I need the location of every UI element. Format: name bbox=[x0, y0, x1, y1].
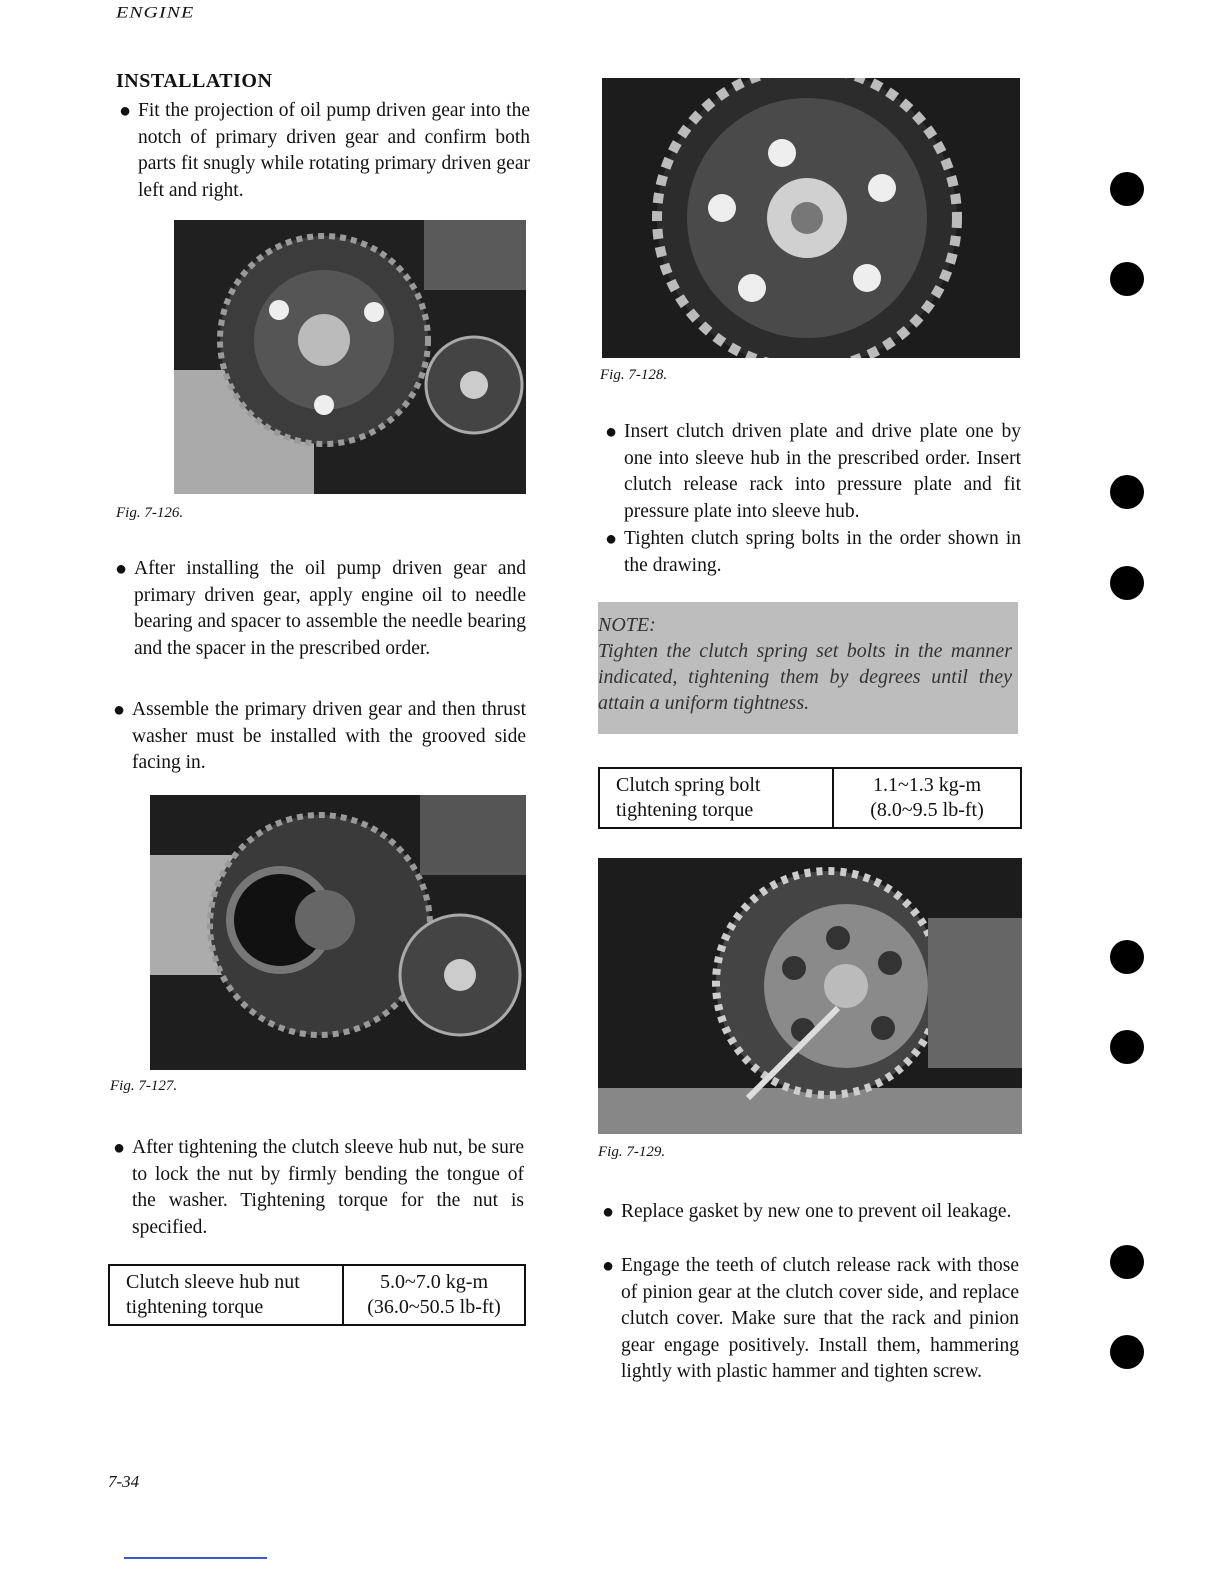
bullet-dot-icon: ● bbox=[605, 421, 618, 443]
spec-table-spring-bolt bbox=[598, 767, 1022, 829]
bullet-text: Insert clutch driven plate and drive plate one by one into sleeve hub in the prescribed order. Insert clutch release rack into pressure plate and fit pressure plate into sleeve hub. bbox=[624, 421, 1021, 522]
spec-table-sleeve-hub bbox=[108, 1264, 526, 1326]
binder-hole-marker-icon bbox=[1110, 262, 1144, 296]
page-number: 7-34 bbox=[108, 1472, 140, 1491]
clutch-hub-photo-icon bbox=[602, 78, 1020, 358]
bullet-text: Replace gasket by new one to prevent oil leakage. bbox=[621, 1201, 1012, 1222]
clutch-pressure-plate-photo-icon bbox=[598, 858, 1022, 1134]
bullet-dot-icon: ● bbox=[115, 558, 128, 580]
bullet-item bbox=[113, 697, 526, 777]
note-title: NOTE: bbox=[598, 614, 656, 636]
note-box bbox=[598, 602, 1018, 734]
note-text: Tighten the clutch spring set bolts in the manner indicated, tightening them by degrees until they attain a uniform tightness. bbox=[598, 640, 1012, 714]
bullet-text: Tighten clutch spring bolts in the order shown in the drawing. bbox=[624, 528, 1021, 576]
binder-hole-marker-icon bbox=[1110, 475, 1144, 509]
binder-hole-marker-icon bbox=[1110, 1335, 1144, 1369]
bullet-item bbox=[605, 526, 1021, 579]
bullet-item bbox=[605, 419, 1021, 525]
bullet-item bbox=[113, 1135, 524, 1241]
bullet-text: Fit the projection of oil pump driven gear into the notch of primary driven gear and confirm both parts fit snugly while rotating primary driven gear left and right. bbox=[138, 100, 530, 201]
binder-hole-marker-icon bbox=[1110, 172, 1144, 206]
spec-value-cell: 1.1~1.3 kg-m (8.0~9.5 lb-ft) bbox=[833, 768, 1021, 828]
bullet-item bbox=[602, 1253, 1019, 1386]
binder-hole-marker-icon bbox=[1110, 940, 1144, 974]
figure-caption-127: Fig. 7-127. bbox=[110, 1078, 178, 1094]
bullet-dot-icon: ● bbox=[602, 1201, 615, 1223]
running-header: ENGINE bbox=[116, 4, 195, 22]
binder-hole-marker-icon bbox=[1110, 1245, 1144, 1279]
binder-hole-marker-icon bbox=[1110, 1030, 1144, 1064]
bullet-dot-icon: ● bbox=[605, 528, 618, 550]
bullet-dot-icon: ● bbox=[119, 100, 132, 122]
bullet-item bbox=[115, 556, 526, 662]
bullet-text: After tightening the clutch sleeve hub nut, be sure to lock the nut by firmly bending the tongue of the washer. Tightening torque for the nut is specified. bbox=[132, 1137, 524, 1238]
spec-value-cell: 5.0~7.0 kg-m (36.0~50.5 lb-ft) bbox=[343, 1265, 525, 1325]
figure-photo-126 bbox=[174, 220, 526, 494]
spec-label-cell: Clutch sleeve hub nut tightening torque bbox=[109, 1265, 343, 1325]
binder-hole-marker-icon bbox=[1110, 566, 1144, 600]
bullet-dot-icon: ● bbox=[602, 1255, 615, 1277]
figure-caption-126: Fig. 7-126. bbox=[116, 505, 184, 521]
figure-photo-129 bbox=[598, 858, 1022, 1134]
bullet-dot-icon: ● bbox=[113, 699, 126, 721]
bullet-text: After installing the oil pump driven gear and primary driven gear, apply engine oil to needle bearing and spacer to assemble the needle bearing and the spacer in the prescribed order. bbox=[134, 558, 526, 659]
bullet-text: Engage the teeth of clutch release rack with those of pinion gear at the clutch cover side, and replace clutch cover. Make sure that the rack and pinion gear engage positively. Install them, hammering lightly with plastic hammer and tighten screw. bbox=[621, 1255, 1019, 1382]
clutch-gear-photo-icon bbox=[174, 220, 526, 494]
footer-rule bbox=[124, 1557, 267, 1559]
figure-photo-128 bbox=[602, 78, 1020, 358]
spec-label-cell: Clutch spring bolt tightening torque bbox=[599, 768, 833, 828]
bullet-dot-icon: ● bbox=[113, 1137, 126, 1159]
section-heading: INSTALLATION bbox=[116, 70, 273, 92]
clutch-washer-photo-icon bbox=[150, 795, 526, 1070]
bullet-item bbox=[602, 1199, 1019, 1226]
figure-photo-127 bbox=[150, 795, 526, 1070]
figure-caption-129: Fig. 7-129. bbox=[598, 1144, 666, 1160]
bullet-item bbox=[119, 98, 530, 204]
bullet-text: Assemble the primary driven gear and then thrust washer must be installed with the grooved side facing in. bbox=[132, 699, 526, 773]
figure-caption-128: Fig. 7-128. bbox=[600, 367, 668, 383]
